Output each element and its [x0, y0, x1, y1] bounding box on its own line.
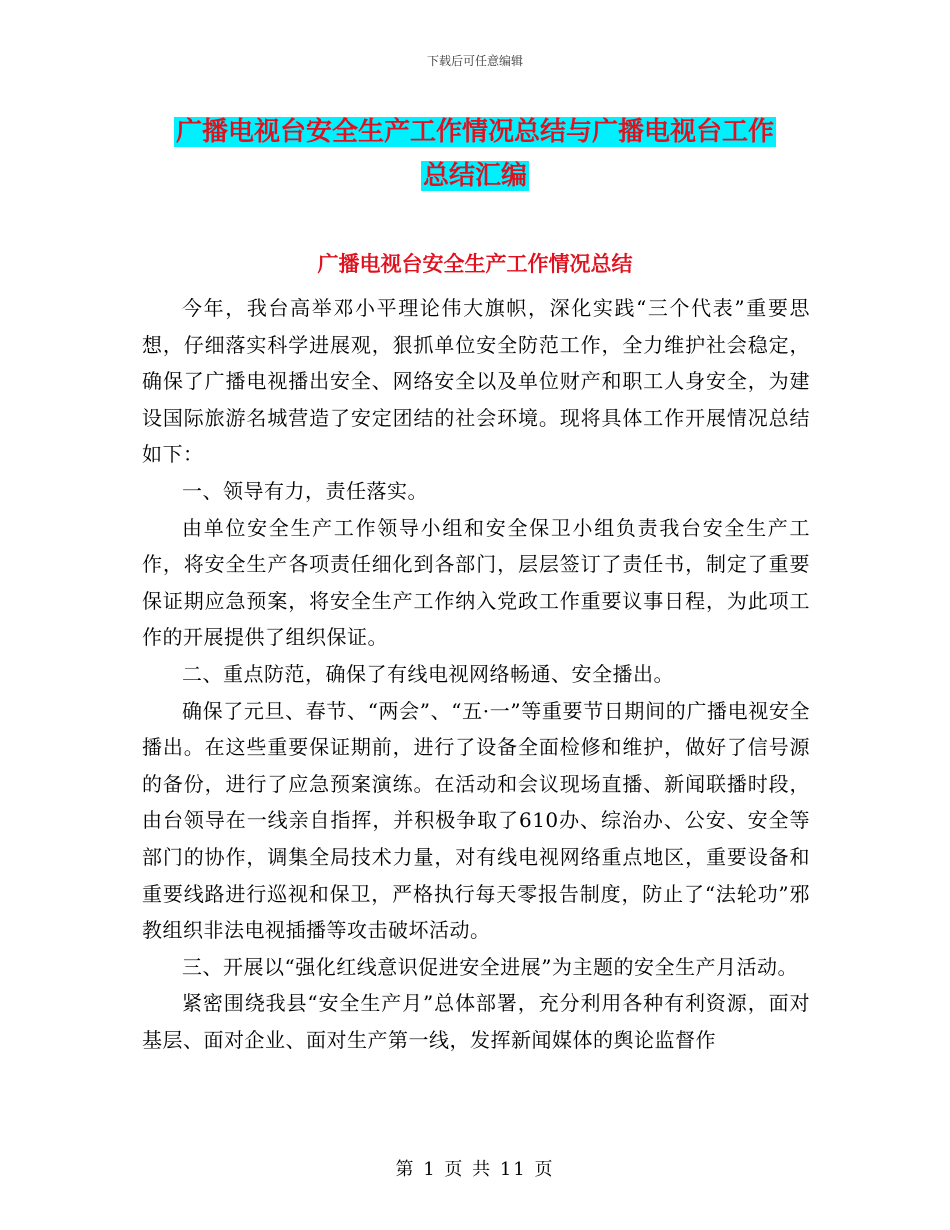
document-title-line1: 广播电视台安全生产工作情况总结与广播电视台工作: [175, 117, 774, 147]
paragraph-1: 由单位安全生产工作领导小组和安全保卫小组负责我台安全生产工作，将安全生产各项责任细化到各部门，层层签订了责任书，制定了重要保证期应急预案，将安全生产工作纳入党政工作重要议事日程，为此项工作的开展提供了组织保证。: [142, 515, 810, 650]
paragraph-2: 确保了元旦、春节、“两会”、“五·一”等重要节日期间的广播电视安全播出。在这些重要保证期前，进行了设备全面检修和维护，做好了信号源的备份，进行了应急预案演练。在活动和会议现场直播、新闻联播时段，由台领导在一线亲自指挥，并积极争取了610办、综治办、公安、安全等部门的协作，调集全局技术力量，对有线电视网络重点地区，重要设备和重要线路进行巡视和保卫，严格执行每天零报告制度，防止了“法轮功”邪教组织非法电视插播等攻击破坏活动。: [142, 698, 810, 943]
paragraph-3: 紧密围绕我县“安全生产月”总体部署，充分利用各种有利资源，面对基层、面对企业、面对生产第一线，发挥新闻媒体的舆论监督作: [142, 991, 810, 1052]
paragraph-heading-3: 三、开展以“强化红线意识促进安全进展”为主题的安全生产月活动。: [182, 954, 798, 979]
page-number-footer: 第 1 页 共 11 页: [395, 1159, 555, 1180]
header-note: 下载后可任意编辑: [426, 54, 523, 68]
paragraph-heading-2: 二、重点防范，确保了有线电视网络畅通、安全播出。: [182, 661, 674, 686]
body-text: [142, 290, 810, 1058]
paragraph-intro: 今年，我台高举邓小平理论伟大旗帜，深化实践“三个代表”重要思想，仔细落实科学进展观，狠抓单位安全防范工作，全力维护社会稳定，确保了广播电视播出安全、网络安全以及单位财产和职工人身安全，为建设国际旅游名城营造了安定团结的社会环境。现将具体工作开展情况总结如下：: [142, 296, 810, 467]
section-title: 广播电视台安全生产工作情况总结: [317, 251, 633, 276]
document-title-line2: 总结汇编: [422, 161, 527, 191]
document-title: [150, 110, 800, 198]
paragraph-heading-1: 一、领导有力，责任落实。: [182, 478, 428, 503]
